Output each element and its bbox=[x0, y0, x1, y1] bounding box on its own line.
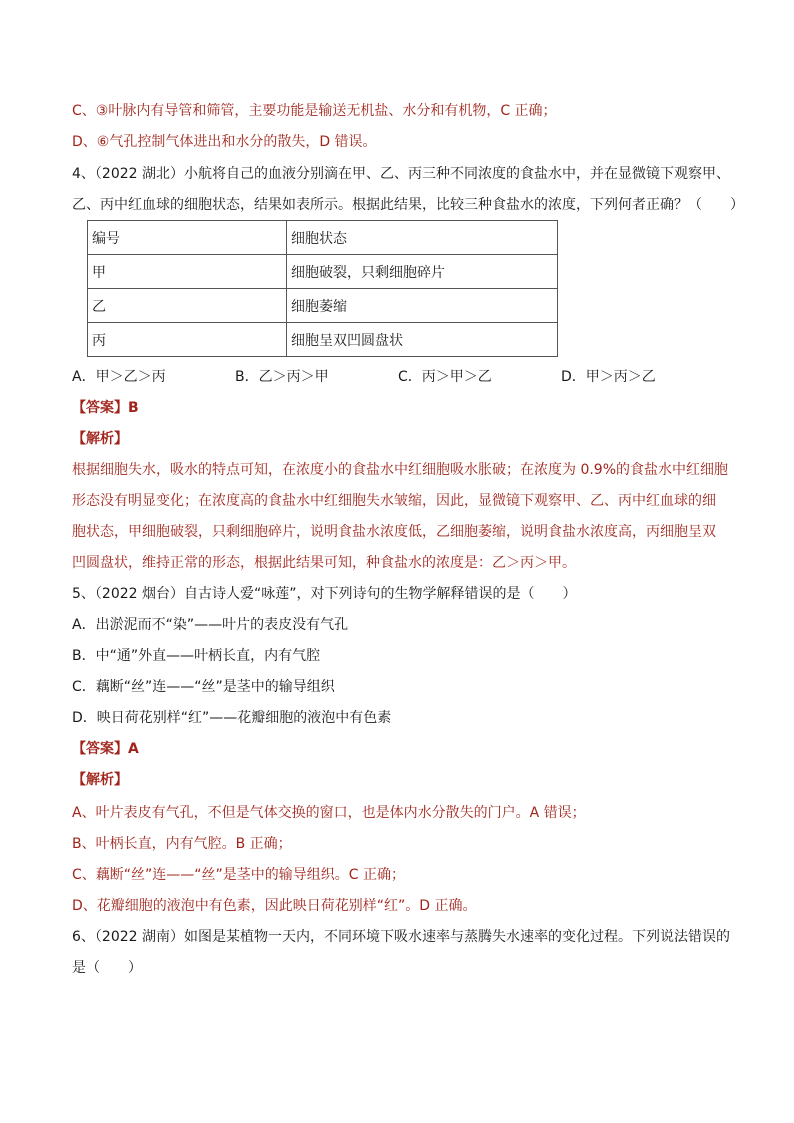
analysis-text-line: 根据细胞失水，吸水的特点可知，在浓度小的食盐水中红细胞吸水胀破；在浓度为 0.9%的食盐水中红细胞 bbox=[72, 462, 729, 478]
analysis-text-line: 形态没有明显变化；在浓度高的食盐水中红细胞失水皱缩，因此，显微镜下观察甲、乙、丙中红血球的细 bbox=[72, 493, 716, 509]
table-row bbox=[88, 255, 558, 289]
analysis-text-line: 凹圆盘状，维持正常的形态，根据此结果可知，种食盐水的浓度是：乙＞丙＞甲。 bbox=[72, 555, 576, 571]
table-cell: 甲 bbox=[88, 255, 287, 289]
table-cell: 细胞萎缩 bbox=[287, 289, 558, 323]
table-row bbox=[88, 323, 558, 357]
analysis-line-d: D、⑥气孔控制气体进出和水分的散失，D 错误。 bbox=[72, 134, 377, 150]
option-a: A．甲＞乙＞丙 bbox=[72, 369, 166, 385]
analysis-line-c: C、③叶脉内有导管和筛管，主要功能是输送无机盐、水分和有机物，C 正确； bbox=[72, 103, 557, 119]
table-header-cell: 编号 bbox=[88, 221, 287, 255]
table-header-row bbox=[88, 221, 558, 255]
analysis-text-line: C、藕断“丝”连——“丝”是茎中的输导组织。C 正确； bbox=[72, 867, 406, 883]
answer-label: 【答案】B bbox=[72, 400, 139, 416]
table-row bbox=[88, 289, 558, 323]
analysis-text-line: D、花瓣细胞的液泡中有色素，因此映日荷花别样“红”。D 正确。 bbox=[72, 898, 477, 914]
option-b: B．中“通”外直——叶柄长直，内有气腔 bbox=[72, 648, 321, 664]
question-4-stem-line2: 乙、丙中红血球的细胞状态，结果如表所示。根据此结果，比较三种食盐水的浓度，下列何者正确？（ ） bbox=[72, 197, 744, 213]
table-header-cell: 细胞状态 bbox=[287, 221, 558, 255]
option-b: B．乙＞丙＞甲 bbox=[235, 369, 329, 385]
analysis-text-line: A、叶片表皮有气孔，不但是气体交换的窗口，也是体内水分散失的门户。A 错误； bbox=[72, 805, 586, 821]
question-5-stem: 5、（2022 烟台）自古诗人爱“咏莲”，对下列诗句的生物学解释错误的是（ ） bbox=[72, 586, 577, 602]
question-4-stem-line1: 4、（2022 湖北）小航将自己的血液分别滴在甲、乙、丙三种不同浓度的食盐水中，并在显微镜下观察甲、 bbox=[72, 166, 730, 182]
question-6-stem-line2: 是（ ） bbox=[72, 960, 142, 976]
table-cell: 乙 bbox=[88, 289, 287, 323]
table-cell: 细胞破裂，只剩细胞碎片 bbox=[287, 255, 558, 289]
table-cell: 丙 bbox=[88, 323, 287, 357]
answer-label: 【答案】A bbox=[72, 741, 139, 757]
analysis-label: 【解析】 bbox=[72, 431, 128, 447]
analysis-label: 【解析】 bbox=[72, 772, 128, 788]
question-6-stem-line1: 6、（2022 湖南）如图是某植物一天内，不同环境下吸水速率与蒸腾失水速率的变化过程。下列说法错误的 bbox=[72, 929, 730, 945]
option-c: C．藕断“丝”连——“丝”是茎中的输导组织 bbox=[72, 679, 335, 695]
analysis-text-line: B、叶柄长直，内有气腔。B 正确； bbox=[72, 836, 292, 852]
option-a: A．出淤泥而不“染”——叶片的表皮没有气孔 bbox=[72, 617, 349, 633]
option-d: D．甲＞丙＞乙 bbox=[561, 369, 656, 385]
cell-state-table bbox=[87, 220, 558, 357]
table-cell: 细胞呈双凹圆盘状 bbox=[287, 323, 558, 357]
analysis-text-line: 胞状态，甲细胞破裂，只剩细胞碎片，说明食盐水浓度低，乙细胞萎缩，说明食盐水浓度高，丙细胞呈双 bbox=[72, 524, 716, 540]
option-c: C．丙＞甲＞乙 bbox=[398, 369, 492, 385]
option-d: D．映日荷花别样“红”——花瓣细胞的液泡中有色素 bbox=[72, 710, 392, 726]
